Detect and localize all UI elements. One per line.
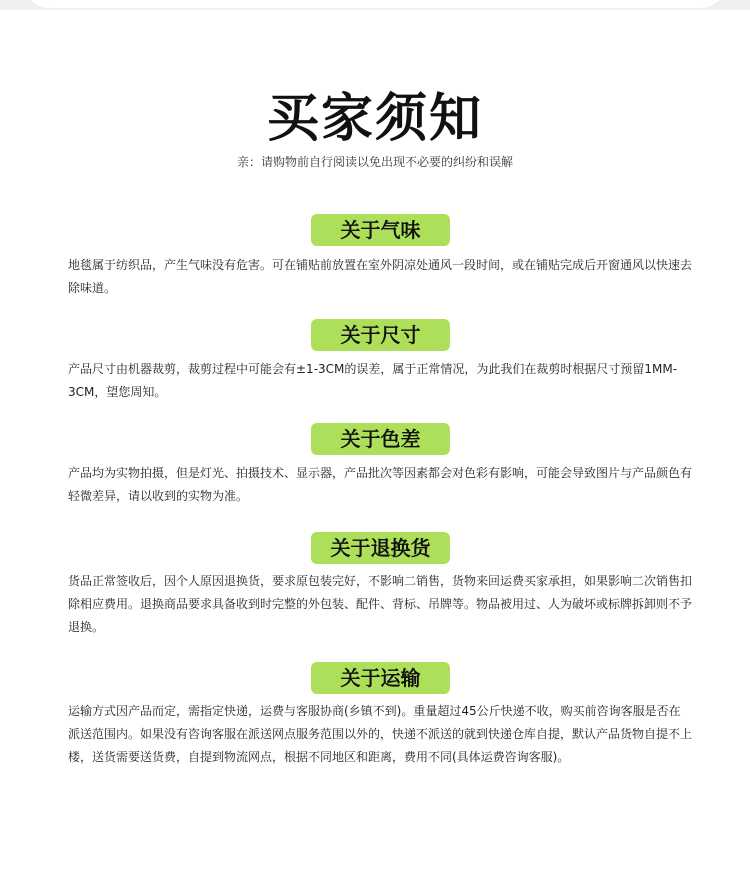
section-heading-color: 关于色差 <box>311 423 450 455</box>
section-text-shipping: 运输方式因产品而定，需指定快递，运费与客服协商(乡镇不到)。重量超过45公斤快递不收，购买前咨询客服是否在派送范围内。如果没有咨询客服在派送网点服务范围以外的，快递不派送的就到快递仓库自提，默认产品货物自提不上楼，送货需要送货费，自提到物流网点，根据不同地区和距离，费用不同(具体运费咨询客服)。 <box>68 704 693 764</box>
top-band-notch <box>22 0 728 8</box>
page-subtitle: 亲：请购物前自行阅读以免出现不必要的纠纷和误解 <box>236 155 513 169</box>
section-heading-returns: 关于退换货 <box>311 532 450 564</box>
section-heading-size: 关于尺寸 <box>311 319 450 351</box>
section-text-size: 产品尺寸由机器裁剪，裁剪过程中可能会有±1-3CM的误差，属于正常情况，为此我们在裁剪时根据尺寸预留1MM-3CM，望您周知。 <box>68 362 678 399</box>
section-text-smell: 地毯属于纺织品，产生气味没有危害。可在铺贴前放置在室外阴凉处通风一段时间，或在铺贴完成后开窗通风以快速去除味道。 <box>68 258 693 295</box>
section-text-returns: 货品正常签收后，因个人原因退换货，要求原包装完好，不影响二销售，货物来回运费买家承担，如果影响二次销售扣除相应费用。退换商品要求具备收到时完整的外包装、配件、背标、吊牌等。物品被用过、人为破坏或标牌拆卸则不予退换。 <box>68 574 693 634</box>
top-decorative-band <box>0 0 750 10</box>
section-text-color: 产品均为实物拍摄，但是灯光、拍摄技术、显示器，产品批次等因素都会对色彩有影响，可能会导致图片与产品颜色有轻微差异，请以收到的实物为准。 <box>68 466 693 503</box>
page-title: 买家须知 <box>266 89 483 149</box>
section-heading-shipping: 关于运输 <box>311 662 450 694</box>
section-heading-smell: 关于气味 <box>311 214 450 246</box>
